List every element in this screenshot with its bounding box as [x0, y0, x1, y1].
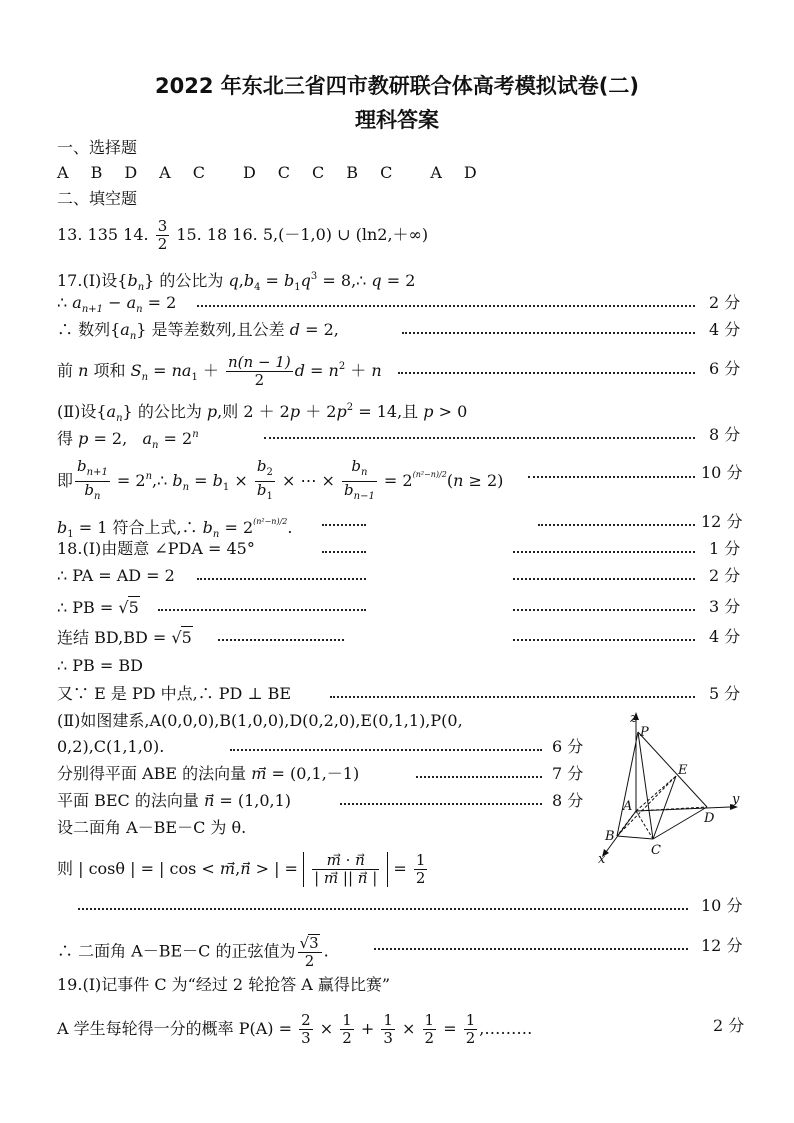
choice-answers: [57, 162, 477, 184]
edge-pc: [638, 732, 653, 839]
absolute-value: [303, 852, 388, 887]
score-mark: 8 分: [552, 791, 584, 810]
score-mark: 4 分: [709, 627, 741, 646]
label-e: E: [678, 763, 688, 778]
q17-line-2: ∴ $a_{n+1} - a_n = 2$: [57, 293, 177, 315]
fraction: $\frac{2}{3}$: [301, 1011, 311, 1047]
score-mark: 12 分: [701, 512, 743, 531]
label-a: A: [623, 799, 633, 814]
dot-leader: [398, 368, 695, 374]
q18-line-4: 连结 BD,BD = √5: [57, 628, 192, 647]
dot-leader: [374, 944, 688, 950]
q18-line-9: 分别得平面 ABE 的法向量 m⃗ = (0,1,－1): [57, 764, 360, 783]
fraction: $\frac{1}{2}$: [424, 1011, 435, 1047]
answer-choice: C: [192, 163, 205, 182]
section-choice-heading: 一、选择题: [57, 138, 138, 157]
q18-line-2: ∴ PA = AD = 2: [57, 566, 175, 585]
dot-leader: [322, 520, 366, 526]
dot-leader: [402, 328, 695, 334]
q18-line-12: 则 | cosθ | = | cos < m⃗,n > | = $\frac{m⃗ \cdot n}{| m⃗ || n⃗ |}$ = $\frac{1}{2}$: [57, 851, 426, 887]
q18-line-6: 又∵ E 是 PD 中点,∴ PD ⊥ BE: [57, 684, 292, 703]
dot-leader: [197, 574, 366, 580]
page-subtitle: 理科答案: [355, 108, 439, 132]
answer-choice: A: [57, 163, 69, 182]
score-mark: 2 分: [709, 293, 741, 312]
score-mark: 8 分: [709, 425, 741, 444]
q18-line-10: 平面 BEC 的法向量 n⃗ = (1,0,1): [57, 791, 292, 810]
q18-line-1: 18.(Ⅰ)由题意 ∠PDA = 45°: [57, 539, 255, 558]
dot-leader: [528, 472, 695, 478]
q18-line-11: 设二面角 A－BE－C 为 θ.: [57, 818, 247, 837]
answer-choice: C: [380, 163, 393, 182]
dot-leader: [416, 772, 542, 778]
q19-line-2: A 学生每轮得一分的概率 P(A) = $\frac{2}{3}$ × $\frac{1}{2}$ + $\frac{1}{3}$ × $\frac{1}{2}$ = $\frac{1}{2}$ ,………: [57, 1011, 533, 1047]
label-c: C: [651, 843, 661, 858]
dot-leader: [264, 433, 695, 439]
answer-choice: D: [463, 163, 477, 182]
q18-line-14: ∴ 二面角 A－BE－C 的正弦值为 $\frac{√3}{2}$ .: [57, 934, 329, 970]
score-mark: 5 分: [709, 684, 741, 703]
q19-line-1: 19.(Ⅰ)记事件 C 为“经过 2 轮抢答 A 赢得比赛”: [57, 975, 391, 994]
fraction: $\frac{m⃗ \cdot n}{| m⃗ || n⃗ |}$: [314, 851, 378, 887]
edge-pb: [617, 732, 638, 836]
answer-choice: C: [312, 163, 325, 182]
dot-leader: [230, 745, 542, 751]
answer-choice: B: [90, 163, 103, 182]
score-mark: 12 分: [701, 936, 743, 955]
score-mark: 10 分: [701, 463, 743, 482]
answer-choice: C: [277, 163, 291, 182]
dot-leader: [218, 635, 344, 641]
label-x: x: [598, 852, 606, 866]
score-mark: 3 分: [709, 597, 741, 616]
score-mark: 1 分: [709, 539, 741, 558]
fraction: $\frac{3}{2}$: [157, 217, 168, 253]
edge-cd: [653, 807, 707, 839]
q17-line-7: 即 $\frac{b_{n+1}}{b_n}$ = $2^n,\therefore$ $b_n = b_1$ × $\frac{b_2}{b_1}$ × ⋯ × $\frac{b_n}{b_{n-1}}$ = $2^{(n^2-n)/2}(n \ge 2)$: [57, 458, 503, 505]
answer-choice: B: [346, 163, 359, 182]
dot-leader: [513, 605, 695, 611]
dot-leader: [330, 692, 695, 698]
dot-leader: [513, 574, 695, 580]
edge-bc: [617, 836, 653, 839]
dot-leader: [538, 520, 695, 526]
fraction: $\frac{√3}{2}$: [298, 934, 322, 970]
fraction: $\frac{1}{2}$: [415, 851, 426, 887]
score-mark: 6 分: [709, 359, 741, 378]
fraction: $\frac{1}{2}$: [465, 1011, 476, 1047]
q17-line-5: (Ⅱ)设$\{a_n\}$ 的公比为 p,则 $2 + 2p + 2p^2 = 14$,且 p > 0: [57, 402, 468, 424]
score-mark: 10 分: [701, 896, 743, 915]
q17-line-4: 前 n 项和 $S_n = na_1$ ＋ $\frac{n(n - 1)}{2}$ $d = n^2 + n$: [57, 353, 382, 389]
score-mark: 4 分: [709, 320, 741, 339]
edge-ac: [636, 811, 653, 839]
edge-pd: [638, 732, 707, 807]
q18-line-8: 0,2),C(1,1,0).: [57, 737, 165, 756]
answer-choice: A: [430, 163, 442, 182]
dot-leader: [340, 799, 542, 805]
y-axis: [636, 807, 730, 811]
edge-ce: [653, 776, 676, 839]
dot-leader: [158, 605, 366, 611]
page-title: 2022 年东北三省四市教研联合体高考模拟试卷(二): [155, 74, 639, 98]
q18-line-3: ∴ PB = √5: [57, 598, 139, 617]
fraction: $\frac{b_2}{b_1}$: [256, 457, 273, 502]
fraction: $\frac{n(n - 1)}{2}$: [228, 353, 291, 389]
label-z: z: [630, 711, 637, 726]
dot-leader: [513, 635, 695, 641]
fraction: $\frac{b_n}{b_{n-1}}$: [344, 457, 375, 502]
section-fill-heading: 二、填空题: [57, 189, 138, 208]
q17-line-8: $b_1 = 1$ 符合上式,∴ $b_n = 2^{(n^2-n)/2}$.: [57, 517, 293, 540]
fraction: $\frac{1}{3}$: [383, 1011, 393, 1047]
label-p: P: [640, 725, 649, 740]
fill-answers: 13. 135 14. $\frac{3}{2}$ 15. 18 16. 5,(－1,0) ∪ (ln2,＋∞): [57, 217, 429, 253]
dot-leader: [322, 547, 366, 553]
dot-leader: [197, 301, 695, 307]
score-mark: 2 分: [709, 566, 741, 585]
q17-line-3: ∴ 数列$\{a_n\}$ 是等差数列,且公差 d = 2,: [57, 320, 339, 342]
dot-leader: [78, 904, 688, 910]
q17-line-6: 得 p = 2, $a_n = 2^n$: [57, 429, 199, 451]
answer-choice: A: [159, 163, 171, 182]
coordinate-figure: [590, 706, 750, 866]
answer-choice: D: [242, 163, 256, 182]
fraction: $\frac{1}{2}$: [342, 1011, 352, 1047]
label-y: y: [732, 792, 740, 807]
q18-line-5: ∴ PB = BD: [57, 656, 143, 675]
q17-line-1: 17.(Ⅰ)设$\{b_n\}$ 的公比为 $q,b_4 = b_1q^3$ = 8,∴ q = 2: [57, 271, 416, 293]
fraction: $\frac{b_{n+1}}{b_n}$: [77, 457, 108, 502]
score-mark: 7 分: [552, 764, 584, 783]
score-mark: 2 分: [713, 1016, 745, 1035]
answer-choice: D: [124, 163, 138, 182]
label-d: D: [704, 811, 715, 826]
dot-leader: [513, 547, 695, 553]
label-b: B: [605, 829, 615, 844]
q18-line-7: (Ⅱ)如图建系,A(0,0,0),B(1,0,0),D(0,2,0),E(0,1,1),P(0,: [57, 711, 463, 730]
score-mark: 6 分: [552, 737, 584, 756]
edge-ad: [636, 807, 707, 811]
